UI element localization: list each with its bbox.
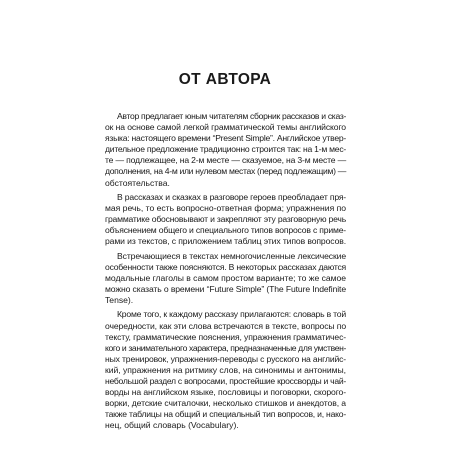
paragraph-line: кого и занимательного характера, предназначенные для умствен- [105, 342, 346, 353]
paragraph-line: дительное предложение традиционно строится так: на 1-м мес- [105, 144, 346, 155]
paragraph-line: рами из текстов, с приложением таблиц этих типов вопросов. [105, 236, 346, 247]
paragraph-line: очередности, как эти слова встречаются в тексте, вопросы по [105, 320, 346, 331]
paragraph-line: Tense). [105, 295, 134, 306]
paragraph-line: ок на основе самой легкой грамматической темы английского [105, 122, 346, 133]
paragraph-line: тексту, грамматические пояснения, упражнения грамматичес- [105, 331, 346, 342]
paragraph-line: нец, общий словарь (Vocabulary). [105, 420, 239, 431]
paragraph-line: дополнения, на 4-м или нулевом местах (перед подлежащим) — [105, 166, 346, 177]
paragraph [105, 111, 346, 189]
paragraph-line: те — подлежащее, на 2-м месте — сказуемое, на 3-м месте — [105, 155, 347, 166]
paragraph-line: обстоятельства. [105, 177, 170, 188]
paragraph [105, 251, 346, 306]
paragraph-line: языка: настоящего времени “Present Simple”. Английское утвер- [105, 133, 346, 144]
paragraph-line: Автор предлагает юным читателям сборник рассказов и сказ- [117, 111, 347, 121]
paragraph-line: Встречающиеся в текстах немногочисленные лексические [117, 250, 347, 261]
paragraph-line: грамматике обосновывают и закрепляют эту разговорную речь [105, 214, 346, 225]
paragraph-line: ворки, детские считалочки, несколько стишков и анекдотов, а [105, 398, 346, 409]
paragraph-line: объяснением общего и специального типов вопросов с приме- [105, 225, 346, 236]
paragraph-line: Кроме того, к каждому рассказу прилагаются: словарь в той [117, 309, 346, 320]
paragraph-line: ных тренировок, упражнения-переводы с русского на английс- [105, 353, 346, 364]
paragraph-line: мая речь, то есть вопросно-ответная форма; упражнения по [105, 203, 346, 214]
paragraph [105, 192, 346, 247]
page-title: ОТ АВТОРА [178, 71, 272, 88]
document-body [105, 111, 346, 435]
paragraph-line: В рассказах и сказках в разговоре героев преобладает пря- [117, 191, 346, 202]
paragraph [105, 309, 346, 431]
paragraph-line: модальные глаголы в самом простом варианте; то же самое [105, 272, 346, 283]
paragraph-line: небольшой раздел с вопросами, простейшие кроссворды и чай- [105, 376, 346, 387]
paragraph-line: можно сказать о времени “Future Simple” (The Future Indefinite [105, 284, 346, 294]
paragraph-line: ворды на английском языке, пословицы и поговорки, скорого- [105, 387, 346, 398]
paragraph-line: также таблицы на общий и специальный тип вопросов, и, нако- [105, 409, 346, 420]
paragraph-line: особенности также поясняются. В некоторых рассказах даются [105, 261, 346, 272]
paragraph-line: кий, упражнения на ритмику слов, на синонимы и антонимы, [105, 364, 346, 375]
